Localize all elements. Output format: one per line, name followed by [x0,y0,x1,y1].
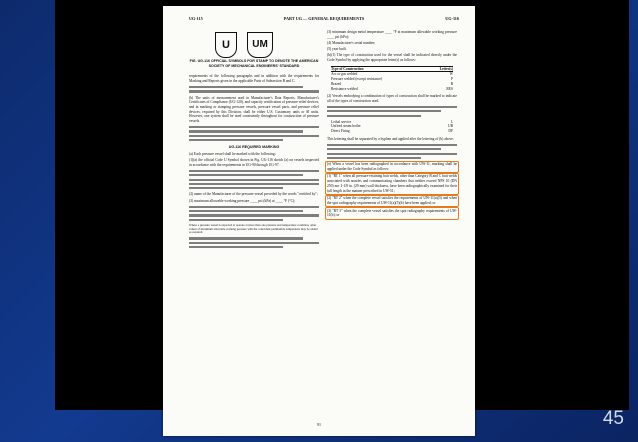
left-para-5: (2) name of the Manufacturer of the pressure vessel preceded by the words "certified by"; [189,192,318,197]
table-cell: Arc or gas welded [331,72,358,77]
document-page [163,6,475,436]
text-lines [189,86,319,93]
table-cell: UB [448,124,453,129]
left-para-2: (b) The units of measurement used in Manufacturer's Data Reports, Manufacturer's Certificates of Compliance (UG-120), and capacity certification of pressure relief devices, and in marking or stamping pressure vessels, pressure vessel parts, and pressure relief devices, required by this Division, shall be either U.S. Customary units or SI units. However, one system shall be used consistently throughout for construction of pressure vessels. [189,95,319,124]
table-cell: Brazed [331,81,342,86]
text-lines [327,144,457,159]
header-center: PART UG — GENERAL REQUIREMENTS [283,16,365,21]
right-para-1: (3) minimum design metal temperature ____ °F at maximum allowable working pressure ____ psi (kPa); [327,30,457,39]
highlight-text: (1) "RT 1" when all pressure-retaining butt welds, other than Category B and C butt welds associated with nozzles and communicating chambers that neither exceed NPS 10 (DN 250) nor 1-1/8 in. (29 mm) wall thickness, have been radiographically examined for their full length in the manner prescribed in UW-51; [327,174,457,193]
table-header-row [331,66,453,73]
highlight-text: (2) "RT 2" when the complete vessel satisfies the requirements of UW-11(a)(5) and when the spot radiography requirements of UW-11(a)(5)(b) have been applied; or [327,196,457,205]
highlight-text: (e) When a vessel has been radiographed in accordance with UW-11, marking shall be applied under the Code Symbol as follows: [327,162,457,171]
table-cell: Resistance welded [331,86,358,91]
highlight-para-4 [327,209,457,218]
service-type-table [331,120,453,134]
table-cell: Pressure welded (except resistance) [331,77,383,82]
left-para-1: requirements of the following paragraphs and in addition with the requirements for Marking and Reports given in the applicable Parts of Subsection B and C. [189,74,319,84]
highlight-box [325,161,459,173]
right-para-2: (4) Manufacturer's serial number; [327,40,376,45]
right-para-4: (b)(1) The type of construction used for the vessel shall be indicated directly under the Code Symbol by applying the appropriate letter(s) as follows: [327,53,457,63]
table-header: Type of Construction [331,66,364,71]
highlight-box [325,173,459,195]
table-cell: W [449,72,453,77]
header-right: UG-116 [445,16,459,21]
left-para-4: (1)(a) the official Code U Symbol shown in Fig. UG-116 sketch (a) on vessels inspected in accordance with the requirements in UG-90 through UG-97. [189,158,319,167]
table-cell: Unfired steam boiler [331,124,361,129]
highlight-box [325,195,459,207]
page-number: 91 [317,422,321,428]
right-para-5: (2) Vessels embodying a combination of types of construction shall be marked to indicate all of the types of construction used. [327,94,457,103]
text-lines [189,206,319,221]
highlight-box [325,207,459,219]
text-lines [327,106,457,117]
table-row [331,87,453,92]
slide-number: 45 [602,408,624,429]
table-cell: B [450,81,453,86]
right-para-3: (5) year built. [327,47,347,52]
table-cell: Direct Firing [331,129,350,134]
table-cell: RES [446,86,453,91]
table-cell: Lethal service [331,119,352,124]
um-symbol-stamp: UM [247,32,273,58]
figure-caption: FIG. UG-116 OFFICIAL SYMBOLS FOR STAMP TO DENOTE THE AMERICAN SOCIETY OF MECHANICAL ENGINEERS' STANDARD [189,59,319,68]
right-para-6: This lettering shall be separated by a hyphen and applied after the lettering of (b) above. [327,136,454,141]
highlight-text: (3) "RT 3" when the complete vessel satisfies the spot radiography requirements of UW-11(b); or [327,208,457,218]
left-para-6: (3) maximum allowable working pressure ____ psi (kPa) at ____ °F (°C); [189,198,296,203]
u-symbol-stamp: U [215,32,237,58]
text-lines [189,170,319,190]
text-lines [189,237,319,248]
construction-type-table [331,66,453,92]
official-symbols [215,32,319,56]
table-header: Letter(s) [439,66,453,71]
table-cell: DF [448,129,453,134]
left-para-3: (a) Each pressure vessel shall be marked with the following: [189,151,276,156]
table-row [331,129,453,134]
text-lines [189,126,319,141]
highlight-para-2 [327,174,457,193]
section-title: UG-116 REQUIRED MARKING [228,145,280,150]
table-cell: L [450,119,453,124]
header-left: UG-115 [189,16,203,21]
right-column [327,30,457,220]
page-header [189,17,459,22]
highlight-para-3 [327,196,457,205]
left-column [189,30,319,251]
footnote: Where a pressure vessel is expected to operate at more than one pressure and temperature condition, other values of maximum allowable working pressure with the coincident permissible temperature may be added as required. [189,222,318,235]
table-cell: P [451,77,453,82]
highlight-para-1 [327,162,457,171]
